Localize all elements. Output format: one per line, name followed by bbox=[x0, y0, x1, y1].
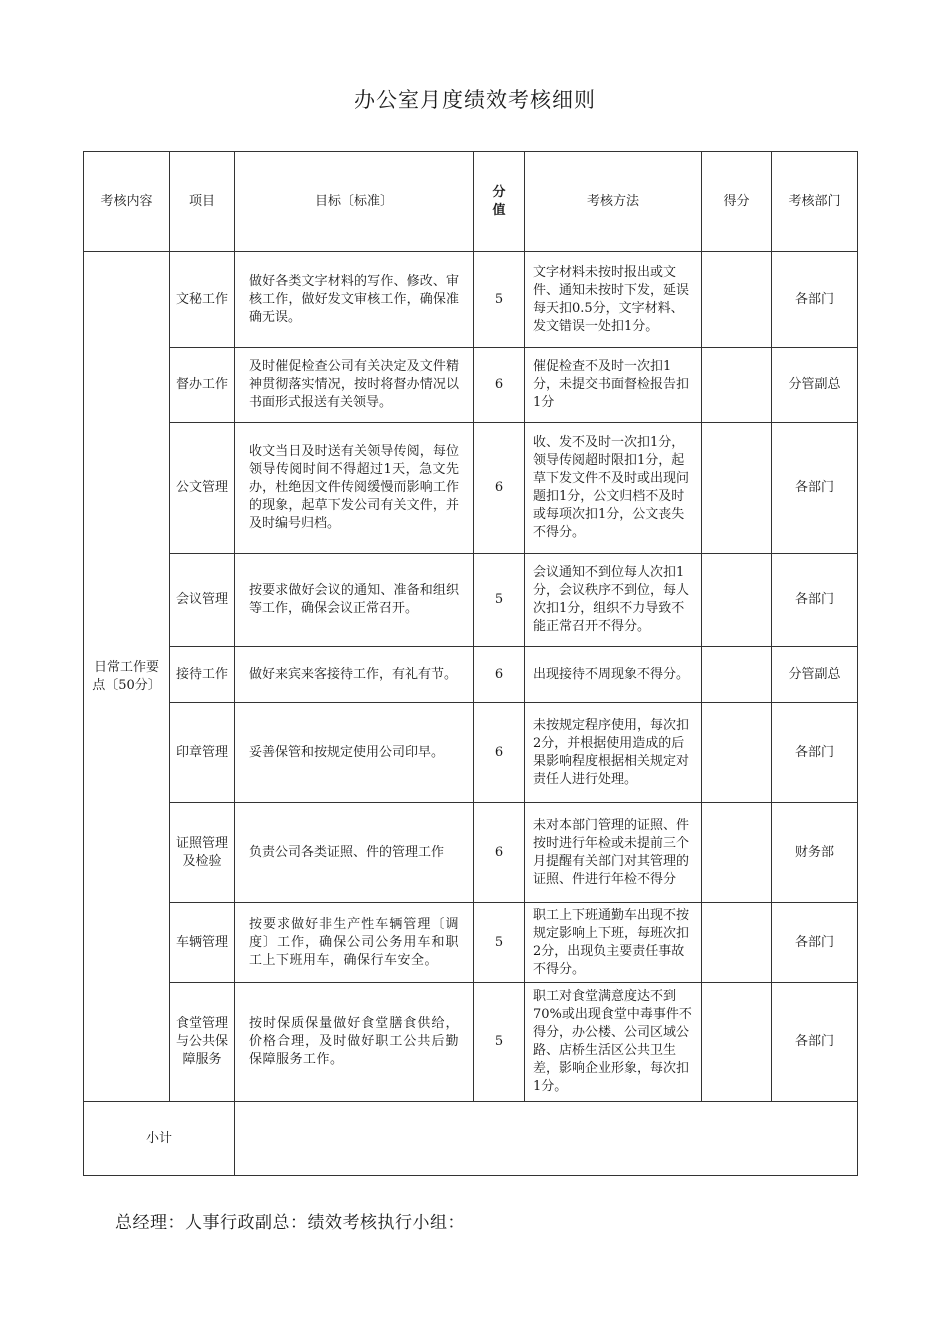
row-method: 催促检查不及时一次扣1分，未提交书面督检报告扣1分 bbox=[525, 348, 702, 423]
header-result: 得分 bbox=[702, 152, 772, 252]
subtotal-label: 小计 bbox=[84, 1102, 235, 1176]
row-target: 做好来宾来客接待工作，有礼有节。 bbox=[235, 647, 474, 703]
row-method: 职工对食堂满意度达不到70%或出现食堂中毒事件不得分，办公楼、公司区域公路、店桥生活区公共卫生差，影响企业形象，每次扣1分。 bbox=[525, 983, 702, 1102]
row-item: 印章管理 bbox=[170, 703, 235, 803]
table-row bbox=[84, 703, 858, 803]
row-result-cell[interactable] bbox=[702, 983, 772, 1102]
row-score: 5 bbox=[474, 252, 525, 348]
row-dept: 各部门 bbox=[772, 903, 858, 983]
row-dept: 分管副总 bbox=[772, 647, 858, 703]
row-item: 车辆管理 bbox=[170, 903, 235, 983]
row-score: 6 bbox=[474, 423, 525, 554]
row-item: 会议管理 bbox=[170, 554, 235, 647]
row-target: 按要求做好会议的通知、准备和组织等工作，确保会议正常召开。 bbox=[235, 554, 474, 647]
row-item: 食堂管理与公共保障服务 bbox=[170, 983, 235, 1102]
row-score: 5 bbox=[474, 554, 525, 647]
row-method: 收、发不及时一次扣1分，领导传阅超时限扣1分，起草下发文件不及时或出现问题扣1分，公文归档不及时或每项次扣1分，公文丧失不得分。 bbox=[525, 423, 702, 554]
table-row bbox=[84, 647, 858, 703]
row-target: 做好各类文字材料的写作、修改、审核工作，做好发文审核工作，确保准确无误。 bbox=[235, 252, 474, 348]
page-title: 办公室月度绩效考核细则 bbox=[354, 88, 596, 112]
row-item: 督办工作 bbox=[170, 348, 235, 423]
header-score-line2: 值 bbox=[492, 202, 506, 218]
row-method: 职工上下班通勤车出现不按规定影响上下班，每班次扣2分，出现负主要责任事故不得分。 bbox=[525, 903, 702, 983]
table-row bbox=[84, 252, 858, 348]
header-item: 项目 bbox=[170, 152, 235, 252]
row-target: 负责公司各类证照、件的管理工作 bbox=[235, 803, 474, 903]
signature-line: 总经理：人事行政副总：绩效考核执行小组： bbox=[115, 1213, 465, 1233]
row-score: 6 bbox=[474, 703, 525, 803]
row-target: 按要求做好非生产性车辆管理〔调度〕工作，确保公司公务用车和职工上下班用车，确保行车安全。 bbox=[235, 903, 474, 983]
subtotal-value[interactable] bbox=[235, 1102, 858, 1176]
header-dept: 考核部门 bbox=[772, 152, 858, 252]
row-score: 6 bbox=[474, 647, 525, 703]
row-score: 6 bbox=[474, 348, 525, 423]
row-result-cell[interactable] bbox=[702, 647, 772, 703]
row-method: 出现接待不周现象不得分。 bbox=[525, 647, 702, 703]
header-target: 目标〔标准〕 bbox=[235, 152, 474, 252]
subtotal-row bbox=[84, 1102, 858, 1176]
table-row bbox=[84, 554, 858, 647]
assessment-table bbox=[83, 151, 858, 1176]
table-row bbox=[84, 983, 858, 1102]
row-result-cell[interactable] bbox=[702, 703, 772, 803]
row-result-cell[interactable] bbox=[702, 803, 772, 903]
row-dept: 各部门 bbox=[772, 554, 858, 647]
row-result-cell[interactable] bbox=[702, 252, 772, 348]
row-dept: 各部门 bbox=[772, 983, 858, 1102]
row-method: 文字材料未按时报出或文件、通知未按时下发，延误每天扣0.5分，文字材料、发文错误一处扣1分。 bbox=[525, 252, 702, 348]
row-dept: 分管副总 bbox=[772, 348, 858, 423]
row-item: 证照管理及检验 bbox=[170, 803, 235, 903]
row-dept: 财务部 bbox=[772, 803, 858, 903]
row-method: 会议通知不到位每人次扣1分，会议秩序不到位，每人次扣1分，组织不力导致不能正常召开不得分。 bbox=[525, 554, 702, 647]
row-score: 5 bbox=[474, 903, 525, 983]
section-label: 日常工作要点〔50分〕 bbox=[84, 252, 170, 1102]
row-target: 收文当日及时送有关领导传阅，每位领导传阅时间不得超过1天，急文先办，杜绝因文件传阅缓慢而影响工作的现象，起草下发公司有关文件，并及时编号归档。 bbox=[235, 423, 474, 554]
row-target: 按时保质保量做好食堂膳食供给，价格合理，及时做好职工公共后勤保障服务工作。 bbox=[235, 983, 474, 1102]
header-content: 考核内容 bbox=[84, 152, 170, 252]
row-target: 妥善保管和按规定使用公司印早。 bbox=[235, 703, 474, 803]
row-method: 未对本部门管理的证照、件按时进行年检或未提前三个月提醒有关部门对其管理的证照、件进行年检不得分 bbox=[525, 803, 702, 903]
row-item: 文秘工作 bbox=[170, 252, 235, 348]
table-row bbox=[84, 903, 858, 983]
table-row bbox=[84, 803, 858, 903]
row-dept: 各部门 bbox=[772, 703, 858, 803]
row-item: 接待工作 bbox=[170, 647, 235, 703]
row-score: 6 bbox=[474, 803, 525, 903]
row-result-cell[interactable] bbox=[702, 423, 772, 554]
row-dept: 各部门 bbox=[772, 423, 858, 554]
table-row bbox=[84, 423, 858, 554]
row-result-cell[interactable] bbox=[702, 903, 772, 983]
row-dept: 各部门 bbox=[772, 252, 858, 348]
row-method: 未按规定程序使用，每次扣2分，并根据使用造成的后果影响程度根据相关规定对责任人进行处理。 bbox=[525, 703, 702, 803]
row-result-cell[interactable] bbox=[702, 348, 772, 423]
header-score-line1: 分 bbox=[492, 184, 506, 200]
row-score: 5 bbox=[474, 983, 525, 1102]
header-score bbox=[474, 152, 525, 252]
row-result-cell[interactable] bbox=[702, 554, 772, 647]
row-target: 及时催促检查公司有关决定及文件精神贯彻落实情况，按时将督办情况以书面形式报送有关领导。 bbox=[235, 348, 474, 423]
table-row bbox=[84, 348, 858, 423]
header-method: 考核方法 bbox=[525, 152, 702, 252]
header-row bbox=[84, 152, 858, 252]
row-item: 公文管理 bbox=[170, 423, 235, 554]
